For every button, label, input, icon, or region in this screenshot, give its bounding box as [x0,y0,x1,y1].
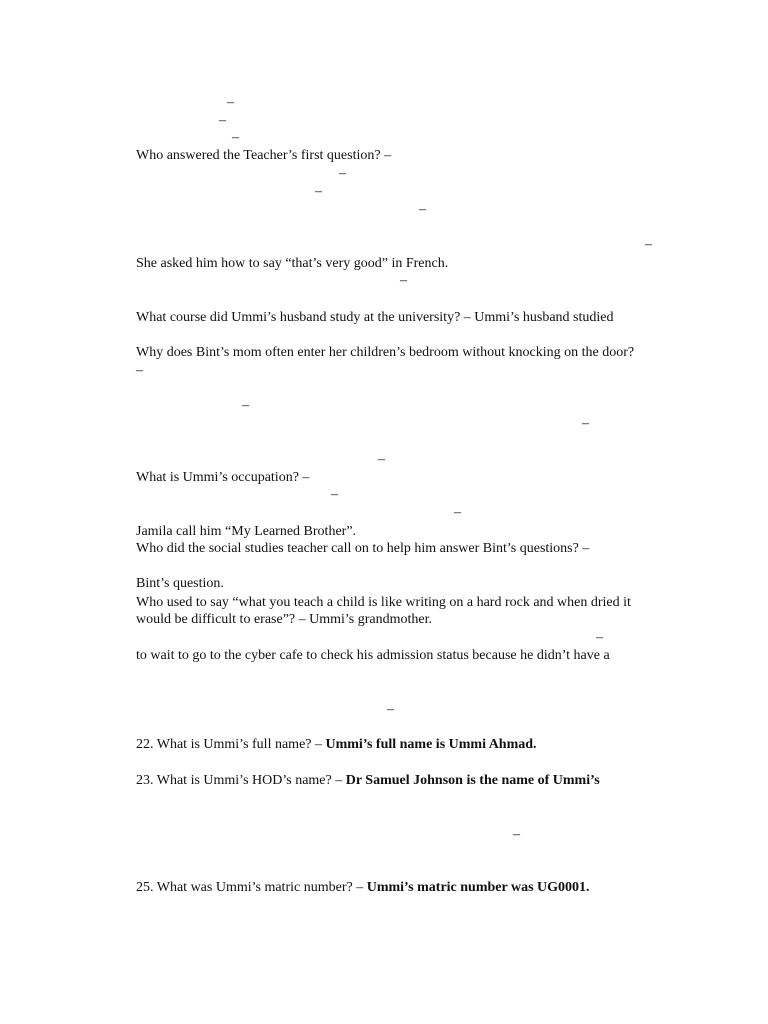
answer-25-text: Ummi’s matric number was UG0001. [366,880,590,895]
answer-cyber-cafe: to wait to go to the cyber cafe to check his admission status because he didn’t have a [136,648,610,663]
dash-mark: – [232,130,239,145]
question-teacher-first: Who answered the Teacher’s first question? – [136,148,392,163]
answer-23-text: Dr Samuel Johnson is the name of Ummi’s [345,773,600,788]
question-bint-mom: Why does Bint’s mom often enter her children’s bedroom without knocking on the door? [136,345,635,360]
answer-bint-question: Bint’s question. [136,576,224,591]
answer-french-sentence: She asked him how to say “that’s very good” in French. [136,256,449,271]
dash-mark: – [378,452,385,467]
dash-mark: – [136,363,143,378]
dash-mark: – [242,398,249,413]
question-who-used-to-say-line-1: Who used to say “what you teach a child is like writing on a hard rock and when dried it [136,595,631,610]
dash-mark: – [315,184,322,199]
question-occupation: What is Ummi’s occupation? – [136,470,310,485]
question-25 [136,879,590,897]
question-course: What course did Ummi’s husband study at the university? – Ummi’s husband studied [136,310,614,325]
question-who-used-to-say-line-2: would be difficult to erase”? – Ummi’s grandmother. [136,612,433,627]
dash-mark: – [419,202,426,217]
dash-mark: – [400,273,407,288]
dash-mark: – [513,827,520,842]
dash-mark: – [596,630,603,645]
question-social-studies: Who did the social studies teacher call on to help him answer Bint’s questions? – [136,541,590,556]
answer-22-text: Ummi’s full name is Ummi Ahmad. [325,737,537,752]
question-23-text: 23. What is Ummi’s HOD’s name? – [136,773,346,788]
dash-mark: – [645,237,652,252]
dash-mark: – [339,166,346,181]
dash-mark: – [331,487,338,502]
question-23 [136,772,600,790]
answer-jamila-sentence: Jamila call him “My Learned Brother”. [136,524,357,539]
question-25-text: 25. What was Ummi’s matric number? – [136,880,367,895]
dash-mark: – [387,702,394,717]
question-22-text: 22. What is Ummi’s full name? – [136,737,326,752]
dash-mark: – [227,95,234,110]
dash-mark: – [454,505,461,520]
dash-mark: – [582,416,589,431]
question-22 [136,736,537,754]
dash-mark: – [219,113,226,128]
